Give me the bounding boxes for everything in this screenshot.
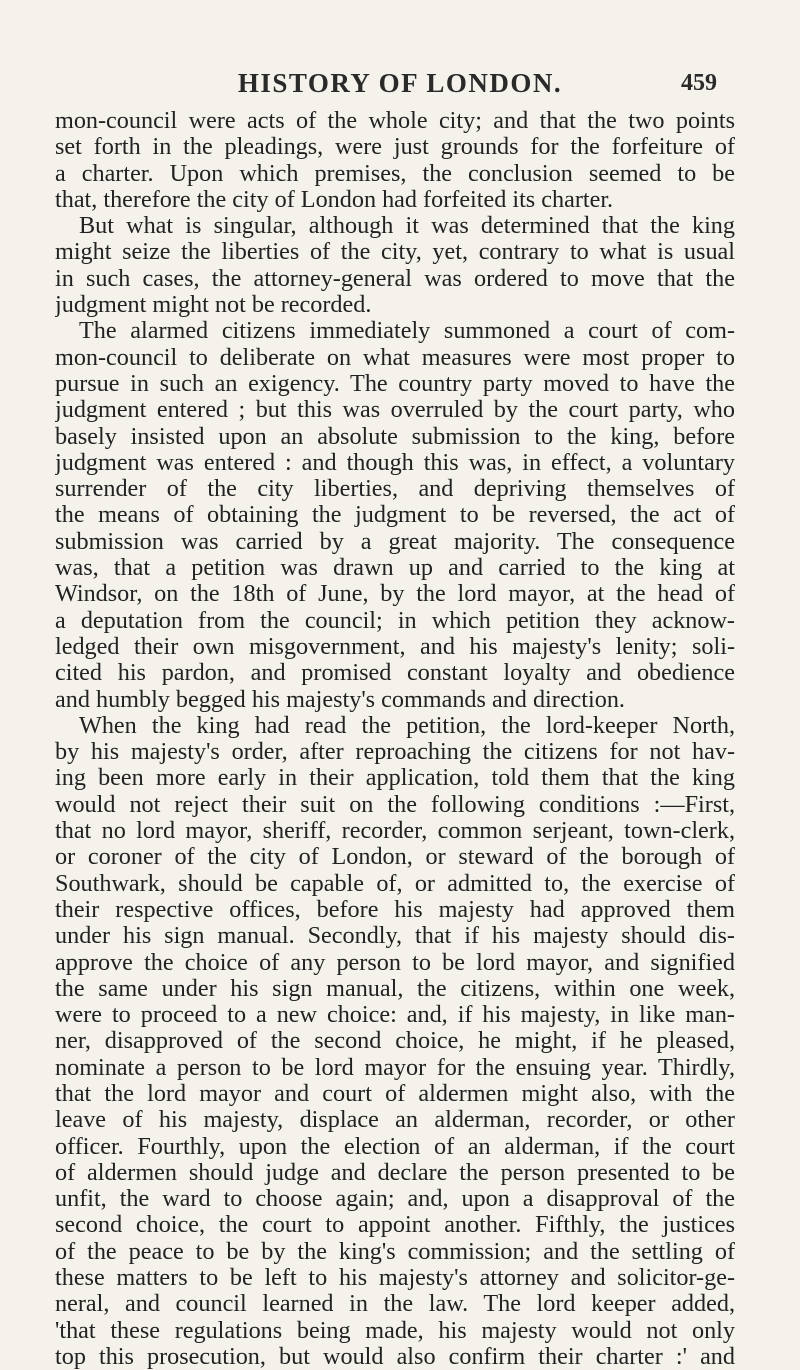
page-number: 459 [681, 70, 717, 96]
text-line: might seize the liberties of the city, yet, contrary to what is usual [55, 239, 735, 266]
text-line: was, that a petition was drawn up and carried to the king at [55, 555, 735, 582]
text-line: that no lord mayor, sheriff, recorder, common serjeant, town-clerk, [55, 818, 735, 845]
text-line: ner, disapproved of the second choice, he might, if he pleased, [55, 1028, 735, 1055]
text-line: judgment might not be recorded. [55, 292, 372, 319]
text-line: 'that these regulations being made, his majesty would not only [55, 1317, 735, 1344]
text-line: the same under his sign manual, the citizens, within one week, [55, 975, 735, 1002]
text-line: and humbly begged his majesty's commands and direction. [55, 686, 625, 713]
text-line: ledged their own misgovernment, and his majesty's lenity; soli- [55, 633, 735, 660]
text-line: a charter. Upon which premises, the conclusion seemed to be [55, 160, 735, 187]
text-line: by his majesty's order, after reproaching the citizens for not hav- [55, 739, 735, 766]
body-text [55, 108, 735, 1370]
text-line: pursue in such an exigency. The country party moved to have the [55, 370, 735, 397]
text-line: that, therefore the city of London had forfeited its charter. [55, 186, 614, 213]
text-line: The alarmed citizens immediately summoned a court of com- [79, 318, 735, 345]
text-line: leave of his majesty, displace an alderman, recorder, or other [55, 1107, 735, 1134]
text-line: that the lord mayor and court of aldermen might also, with the [55, 1080, 735, 1107]
running-head: HISTORY OF LONDON. [237, 68, 563, 98]
text-line: in such cases, the attorney-general was ordered to move that the [55, 265, 735, 292]
text-line: basely insisted upon an absolute submission to the king, before [55, 423, 735, 450]
text-line: Windsor, on the 18th of June, by the lord mayor, at the head of [55, 581, 735, 608]
text-line: cited his pardon, and promised constant loyalty and obedience [55, 660, 735, 687]
text-line: When the king had read the petition, the lord-keeper North, [79, 712, 735, 739]
text-line: approve the choice of any person to be lord mayor, and signified [55, 949, 735, 976]
text-line: But what is singular, although it was determined that the king [79, 213, 735, 240]
text-line: would not reject their suit on the following conditions :—First, [55, 791, 735, 818]
text-line: set forth in the pleadings, were just grounds for the forfeiture of [55, 134, 735, 161]
text-line: officer. Fourthly, upon the election of an alderman, if the court [55, 1133, 735, 1160]
text-line: judgment was entered : and though this was, in effect, a voluntary [55, 449, 735, 476]
text-line: were to proceed to a new choice: and, if his majesty, in like man- [55, 1002, 735, 1029]
text-line: nominate a person to be lord mayor for the ensuing year. Thirdly, [55, 1054, 735, 1081]
text-line: these matters to be left to his majesty's attorney and solicitor-ge- [55, 1265, 735, 1292]
text-line: unfit, the ward to choose again; and, upon a disapproval of the [55, 1186, 735, 1213]
text-line: judgment entered ; but this was overruled by the court party, who [55, 397, 735, 424]
text-line: neral, and council learned in the law. The lord keeper added, [55, 1291, 735, 1318]
text-line: Southwark, should be capable of, or admitted to, the exercise of [55, 870, 735, 897]
text-line: submission was carried by a great majority. The consequence [55, 528, 735, 555]
text-line: mon-council were acts of the whole city; and that the two points [55, 108, 735, 134]
text-line: surrender of the city liberties, and depriving themselves of [55, 476, 735, 503]
text-line: under his sign manual. Secondly, that if his majesty should dis- [55, 923, 735, 950]
text-line: mon-council to deliberate on what measures were most proper to [55, 344, 735, 371]
text-line: top this prosecution, but would also confirm their charter :' and [55, 1343, 735, 1370]
text-line: their respective offices, before his majesty had approved them [55, 896, 735, 923]
text-line: a deputation from the council; in which petition they acknow- [55, 607, 735, 634]
text-line: of the peace to be by the king's commission; and the settling of [55, 1238, 735, 1265]
text-line: second choice, the court to appoint another. Fifthly, the justices [55, 1212, 735, 1239]
text-line: ing been more early in their application, told them that the king [55, 765, 735, 792]
text-line: or coroner of the city of London, or steward of the borough of [55, 844, 735, 871]
text-line: the means of obtaining the judgment to be reversed, the act of [55, 502, 735, 529]
page-header [55, 68, 745, 108]
text-line: of aldermen should judge and declare the person presented to be [55, 1159, 735, 1186]
